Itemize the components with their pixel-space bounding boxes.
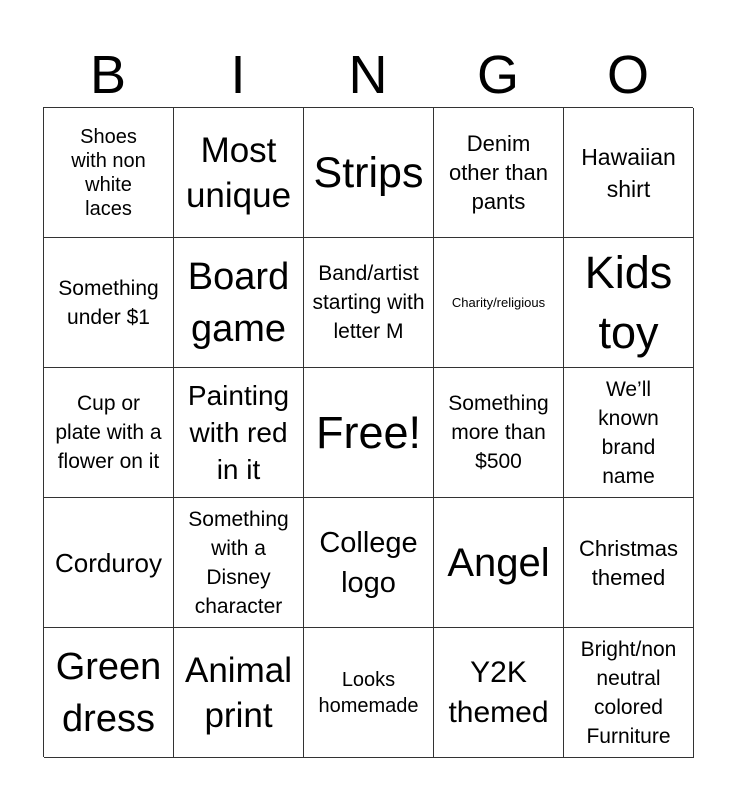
bingo-cell[interactable] xyxy=(434,238,564,368)
bingo-board xyxy=(43,107,693,757)
bingo-cell[interactable] xyxy=(174,108,304,238)
cell-text: Something more than $500 xyxy=(448,392,549,473)
bingo-cell[interactable] xyxy=(564,498,694,628)
bingo-cell[interactable] xyxy=(44,628,174,758)
bingo-cell[interactable] xyxy=(434,498,564,628)
cell-text: Christmas themed xyxy=(578,535,678,590)
bingo-cell[interactable] xyxy=(304,368,434,498)
cell-text: Shoes with non white laces xyxy=(71,125,146,220)
bingo-cell[interactable] xyxy=(564,628,694,758)
cell-text: Angel xyxy=(447,540,550,585)
cell-text: College logo xyxy=(319,526,418,599)
bingo-cell[interactable] xyxy=(44,108,174,238)
cell-text: Kids toy xyxy=(584,246,673,358)
cell-text: Something under $1 xyxy=(58,276,159,329)
cell-text: Painting with red in it xyxy=(187,380,290,485)
header-letter-g: G xyxy=(476,45,519,105)
cell-text: Strips xyxy=(313,148,424,197)
bingo-cell[interactable] xyxy=(304,628,434,758)
bingo-cell[interactable] xyxy=(44,498,174,628)
bingo-cell[interactable] xyxy=(304,238,434,368)
bingo-cell[interactable] xyxy=(434,628,564,758)
cell-text: Hawaiian shirt xyxy=(581,143,676,202)
cell-text: Bright/non neutral colored Furniture xyxy=(580,637,677,748)
header-letter-i: I xyxy=(230,45,246,105)
header-letter-n: N xyxy=(348,45,388,105)
cell-text: Something with a Disney character xyxy=(188,507,289,618)
bingo-cell[interactable] xyxy=(174,368,304,498)
header-letter-b: B xyxy=(89,45,127,105)
bingo-cell[interactable] xyxy=(564,238,694,368)
cell-text: Free! xyxy=(315,406,422,458)
cell-text: Y2K themed xyxy=(448,655,549,729)
bingo-cell[interactable] xyxy=(304,108,434,238)
bingo-cell[interactable] xyxy=(44,368,174,498)
cell-text: Charity/religious xyxy=(451,295,546,310)
cell-text: Board game xyxy=(187,255,290,350)
bingo-cell[interactable] xyxy=(434,108,564,238)
cell-text: Animal print xyxy=(185,650,292,735)
cell-text: We’ll known brand name xyxy=(598,377,659,488)
bingo-cell[interactable] xyxy=(564,108,694,238)
cell-text: Denim other than pants xyxy=(448,131,549,214)
cell-text: Cup or plate with a flower on it xyxy=(55,392,162,473)
cell-text: Band/artist starting with letter M xyxy=(312,262,425,343)
bingo-cell[interactable] xyxy=(304,498,434,628)
bingo-cell[interactable] xyxy=(174,498,304,628)
bingo-cell[interactable] xyxy=(174,628,304,758)
bingo-cell[interactable] xyxy=(44,238,174,368)
cell-text: Most unique xyxy=(185,130,292,215)
cell-text: Green dress xyxy=(55,645,162,740)
cell-text: Looks homemade xyxy=(318,668,419,717)
bingo-cell[interactable] xyxy=(564,368,694,498)
bingo-cell[interactable] xyxy=(174,238,304,368)
bingo-cell[interactable] xyxy=(434,368,564,498)
bingo-header xyxy=(43,44,693,106)
header-letter-o: O xyxy=(606,45,649,105)
cell-text: Corduroy xyxy=(55,547,162,578)
